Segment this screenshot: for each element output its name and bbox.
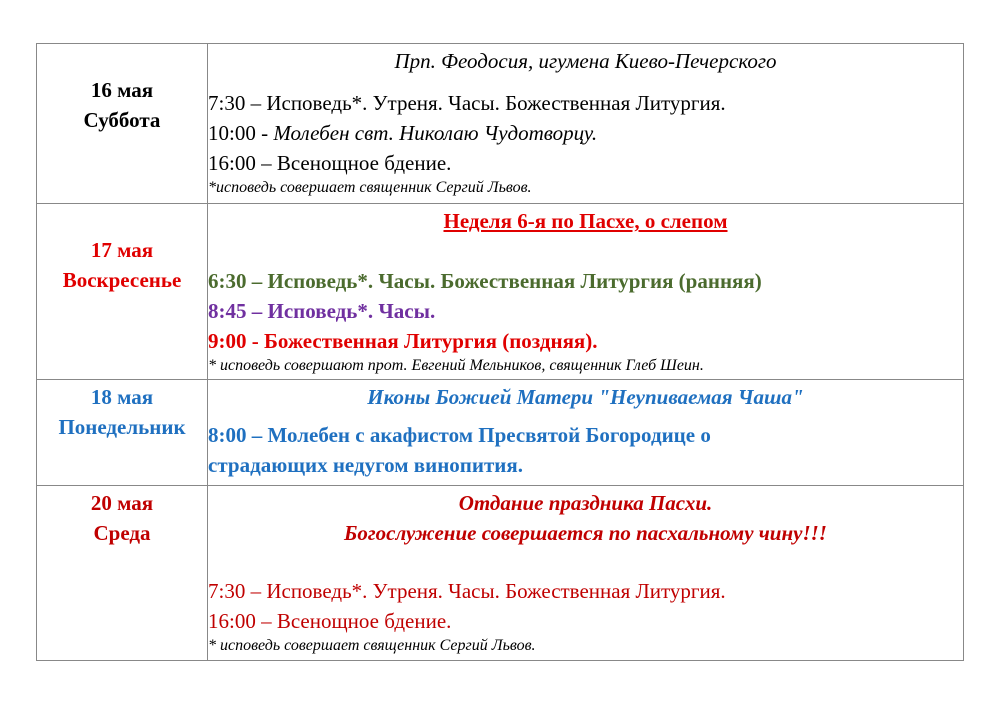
confession-note: * исповедь совершает священник Сергий Львов. xyxy=(208,637,536,654)
service-line: страдающих недугом винопития. xyxy=(208,453,524,477)
date-label: 16 мая xyxy=(90,78,154,102)
service-line: 8:45 – Исповедь*. Часы. xyxy=(208,299,436,323)
confession-note: *исповедь совершает священник Сергий Львов. xyxy=(208,179,532,196)
service-line: 8:00 – Молебен с акафистом Пресвятой Богородице о xyxy=(208,423,711,447)
date-label: 20 мая xyxy=(90,491,154,515)
feast-title: Иконы Божией Матери "Неупиваемая Чаша" xyxy=(367,385,804,409)
date-cell xyxy=(37,44,208,204)
schedule-row xyxy=(37,44,964,204)
service-line: 16:00 – Всенощное бдение. xyxy=(208,609,452,633)
date-cell xyxy=(37,380,208,486)
weekday-label: Понедельник xyxy=(58,415,186,439)
service-line: 7:30 – Исповедь*. Утреня. Часы. Божественная Литургия. xyxy=(208,91,726,115)
service-cell xyxy=(208,380,964,486)
feast-title: Прп. Феодосия, игумена Киево-Печерского xyxy=(394,49,777,73)
service-cell xyxy=(208,204,964,380)
date-label: 17 мая xyxy=(90,238,154,262)
service-cell xyxy=(208,486,964,661)
confession-note: * исповедь совершают прот. Евгений Мельников, священник Глеб Шеин. xyxy=(208,357,704,374)
service-text: Молебен свт. Николаю Чудотворцу. xyxy=(273,121,598,145)
service-line: 16:00 – Всенощное бдение. xyxy=(208,151,452,175)
service-line: 7:30 – Исповедь*. Утреня. Часы. Божественная Литургия. xyxy=(208,579,726,603)
weekday-label: Суббота xyxy=(83,108,161,132)
date-cell xyxy=(37,486,208,661)
service-time: 10:00 - xyxy=(208,121,274,145)
schedule-row xyxy=(37,380,964,486)
feast-title: Неделя 6-я по Пасхе, о слепом xyxy=(443,209,728,233)
service-line xyxy=(208,118,963,148)
feast-subtitle: Богослужение совершается по пасхальному чину!!! xyxy=(344,521,827,545)
date-cell xyxy=(37,204,208,380)
feast-title: Отдание праздника Пасхи. xyxy=(458,491,713,515)
schedule-table xyxy=(36,43,964,661)
date-label: 18 мая xyxy=(90,385,154,409)
schedule-row xyxy=(37,486,964,661)
service-cell xyxy=(208,44,964,204)
weekday-label: Среда xyxy=(93,521,151,545)
schedule-row xyxy=(37,204,964,380)
weekday-label: Воскресенье xyxy=(62,268,182,292)
service-line: 9:00 - Божественная Литургия (поздняя). xyxy=(208,329,598,353)
service-line: 6:30 – Исповедь*. Часы. Божественная Литургия (ранняя) xyxy=(208,269,762,293)
